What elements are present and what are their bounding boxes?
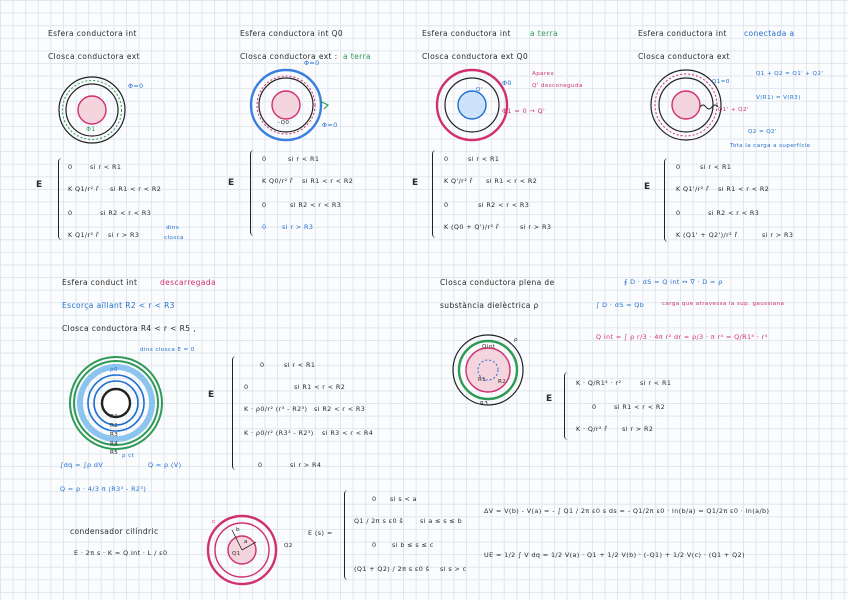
s6-title-line2: substància dielèctrica ρ	[440, 301, 539, 310]
s1-phi-inner: Φ1	[86, 125, 96, 133]
s1-row3-cond: si R2 < r < R3	[100, 209, 152, 217]
s5-row3-expr: K · ρ0/r² (r³ - R2³)	[244, 405, 308, 413]
s3-note-line1: Aparex	[532, 71, 555, 77]
s1-E-label: E	[36, 180, 43, 190]
s5-label-r5: R5	[110, 450, 119, 456]
s7-row4-expr: (Q1 + Q2) / 2π s ε0 ŝ	[354, 565, 430, 573]
s3-row2-cond: si R1 < r < R2	[486, 177, 538, 185]
s1-row1-expr: 0	[68, 163, 73, 171]
s2-phi-bottom: Φ=0	[322, 121, 338, 129]
s4-title-line2: Closca conductora ext	[638, 52, 730, 61]
s5-row5-expr: 0	[258, 461, 263, 469]
s4-v-eq: V(R1) = V(R3)	[756, 95, 801, 101]
s1-note-line2: closca	[164, 235, 184, 241]
s3-row3-expr: 0	[444, 201, 449, 209]
s3-sphere-diagram	[432, 65, 512, 145]
s7-ue: UE = 1/2 ∫ V dq = 1/2 V(a) · Q1 + 1/2 V(b) · (-Q1) + 1/2 V(c) · (Q1 + Q2)	[484, 551, 745, 559]
s3-phi-equation: Φ1 = 0 → Q'	[502, 107, 546, 115]
s6-gauss: ∮ D · dS = Q int ↔ ∇ · D = ρ	[624, 278, 723, 286]
s2-sphere-diagram	[246, 65, 326, 145]
s3-row2-expr: K Q'/r² r̂	[444, 177, 473, 185]
s5-row4-cond: si R3 < r < R4	[322, 429, 374, 437]
s5-title-line1b: descarregada	[160, 278, 216, 287]
s3-brace	[432, 150, 438, 238]
s5-note: dins closca E = 0	[140, 347, 195, 353]
s7-E-label: E (s) =	[308, 529, 333, 537]
s6-brace	[564, 372, 570, 440]
s3-row1-expr: 0	[444, 155, 449, 163]
s3-E-label: E	[412, 178, 419, 188]
s7-row2-expr: Q1 / 2π s ε0 ŝ	[354, 517, 404, 525]
s4-sphere-diagram	[646, 65, 726, 145]
s5-row3-cond: si R2 < r < R3	[314, 405, 366, 413]
s5-row4-expr: K · ρ0/r² (R3³ - R2³)	[244, 429, 314, 437]
s6-label-r1: R1	[478, 377, 487, 383]
s3-row1-cond: si r < R1	[468, 155, 500, 163]
s1-row4-expr: K Q1/r² r̂	[68, 231, 99, 239]
s5-label-rho: ρ0	[110, 367, 118, 373]
s5-title-line3: Closca conductora R4 < r < R5 ,	[62, 324, 196, 333]
s2-title-line1: Esfera conductora int Q0	[240, 29, 344, 38]
s3-note-line2: Q' desconeguda	[532, 83, 583, 89]
s7-eq: E · 2π s · K = Q int · L / ε0	[74, 549, 168, 557]
s7-row2-cond: si a ≤ s ≤ b	[420, 517, 463, 525]
s5-title-line1a: Esfera conduct int	[62, 278, 138, 287]
s1-row2-expr: K Q1/r² r̂	[68, 185, 99, 193]
s3-row4-cond: si r > R3	[520, 223, 552, 231]
s6-title-line1: Closca conductora plena de	[440, 278, 555, 287]
s5-row1-expr: 0	[260, 361, 265, 369]
s4-row4-cond: si r > R3	[762, 231, 794, 239]
s4-result: Q2 = Q2'	[748, 129, 777, 135]
s5-q-final: Q = ρ · 4/3 π (R3³ - R2³)	[60, 485, 147, 493]
s3-title-line1a: Esfera conductora int	[422, 29, 511, 38]
s7-row3-cond: si b ≤ s ≤ c	[392, 541, 434, 549]
s7-label-q2: Q2	[284, 543, 293, 549]
s7-row1-cond: si s < a	[390, 495, 417, 503]
s4-q-sum: Q1 + Q2 = Q1' + Q2'	[756, 71, 824, 77]
s7-label-c: c	[212, 519, 216, 525]
s2-row2-cond: si R1 < r < R2	[302, 177, 354, 185]
s1-sphere-diagram	[52, 70, 132, 150]
s4-row2-cond: si R1 < r < R2	[718, 185, 770, 193]
s4-brace	[664, 158, 670, 242]
s7-label-q1: Q1	[232, 551, 241, 557]
s2-row4-cond: si r > R3	[282, 223, 314, 231]
s6-row2-cond: si R1 < r < R2	[614, 403, 666, 411]
s5-row2-expr: 0	[244, 383, 249, 391]
s1-title-line2: Closca conductora ext	[48, 52, 140, 61]
s1-title-line1: Esfera conductora int	[48, 29, 137, 38]
s6-label-r2: R2	[498, 379, 507, 385]
s7-row1-expr: 0	[372, 495, 377, 503]
s1-row2-cond: si R1 < r < R2	[110, 185, 162, 193]
s3-title-line1b: a terra	[530, 29, 558, 38]
s6-gauss2: ∫ D · dS = Qb	[596, 301, 645, 309]
s6-E-label: E	[546, 394, 553, 404]
s4-row1-expr: 0	[676, 163, 681, 171]
s5-label-r3: R3	[110, 432, 119, 438]
s7-title: condensador cilíndric	[70, 527, 159, 536]
s1-row3-expr: 0	[68, 209, 73, 217]
s6-qint: Q int = ∫ ρ r/3 · 4π r² dr = ρ/3 · π r⁴ = Q/R1⁴ · r⁴	[596, 333, 768, 341]
s3-q-prime: Q'	[476, 87, 483, 93]
s6-row1-expr: K · Q/R1⁴ · r²	[576, 379, 622, 387]
s1-note-line1: dins	[166, 225, 180, 231]
s4-row1-cond: si r < R1	[700, 163, 732, 171]
s4-row4-expr: K (Q1' + Q2')/r² r̂	[676, 231, 738, 239]
s6-gauss2-note: carga que atravessa la sup. gaussiana	[662, 301, 785, 307]
s5-row2-cond: si R1 < r < R2	[294, 383, 346, 391]
s2-q-inner: -Q0	[278, 120, 290, 126]
s4-q-label: Q1=0	[712, 79, 730, 85]
s5-label-r4: R4	[110, 441, 119, 447]
s1-phi-outer: Φ=0	[128, 82, 144, 90]
s2-title-line2a: Closca conductora ext :	[240, 52, 338, 61]
s2-E-label: E	[228, 178, 235, 188]
s5-dq-result: Q = ρ (V)	[148, 461, 182, 469]
s6-row1-cond: si r < R1	[640, 379, 672, 387]
s5-row5-cond: si r > R4	[290, 461, 322, 469]
s7-label-b: b	[236, 527, 240, 533]
s2-row1-cond: si r < R1	[288, 155, 320, 163]
s1-row4-cond: si r > R3	[108, 231, 140, 239]
s4-row3-expr: 0	[676, 209, 681, 217]
s4-E-label: E	[644, 182, 651, 192]
s4-q-arrow: Q1' + Q2'	[718, 107, 749, 113]
s5-dq-eq: ∫dq = ∫ρ dV	[60, 461, 104, 469]
s2-row1-expr: 0	[262, 155, 267, 163]
s7-row3-expr: 0	[372, 541, 377, 549]
s5-label-r2: R2	[110, 423, 119, 429]
s3-row4-expr: K (Q0 + Q')/r² r̂	[444, 223, 499, 231]
s4-note: Tota la carga a superfície	[730, 143, 811, 149]
s1-row1-cond: si r < R1	[90, 163, 122, 171]
s5-label-r1: R1	[110, 414, 119, 420]
s3-phi-label: Φ0	[502, 79, 512, 87]
s2-phi-top: Φ=0	[304, 59, 320, 67]
s7-dv: ΔV = V(b) - V(a) = - ∫ Q1 / 2π ε0 s ds = - Q1/2π ε0 · ln(b/a) = Q1/2π ε0 · ln(a/b)	[484, 507, 770, 515]
s7-label-a: a	[244, 539, 248, 545]
s5-E-label: E	[208, 390, 215, 400]
s4-title-line1b: conectada a	[744, 29, 795, 38]
s6-row3-expr: K · Q/r² r̂	[576, 425, 608, 433]
s5-dq-note: ρ ct	[122, 453, 135, 459]
s2-row2-expr: K Q0/r² r̂	[262, 177, 293, 185]
s5-title-line2: Escorça aïllant R2 < r < R3	[62, 301, 175, 310]
s2-row3-cond: si R2 < r < R3	[290, 201, 342, 209]
s6-row3-cond: si r > R2	[622, 425, 654, 433]
s6-label-r3: R3	[480, 401, 489, 407]
s2-brace	[250, 150, 256, 236]
s1-brace	[58, 158, 64, 240]
s2-row3-expr: 0	[262, 201, 267, 209]
s4-row2-expr: K Q1'/r² r̂	[676, 185, 710, 193]
s6-label-qint: Qint	[482, 344, 496, 350]
s5-brace	[232, 356, 238, 470]
s4-title-line1a: Esfera conductora int	[638, 29, 727, 38]
s3-row3-cond: si R2 < r < R3	[478, 201, 530, 209]
s6-label-rho: ρ	[514, 337, 518, 343]
s6-row2-expr: 0	[592, 403, 597, 411]
s2-title-line2b: a terra	[343, 52, 371, 61]
s3-title-line2: Closca conductora ext Q0	[422, 52, 529, 61]
s5-row1-cond: si r < R1	[284, 361, 316, 369]
s4-row3-cond: si R2 < r < R3	[708, 209, 760, 217]
s7-brace	[344, 490, 350, 580]
s2-row4-expr: 0	[262, 223, 267, 231]
s7-row4-cond: si s > c	[440, 565, 467, 573]
